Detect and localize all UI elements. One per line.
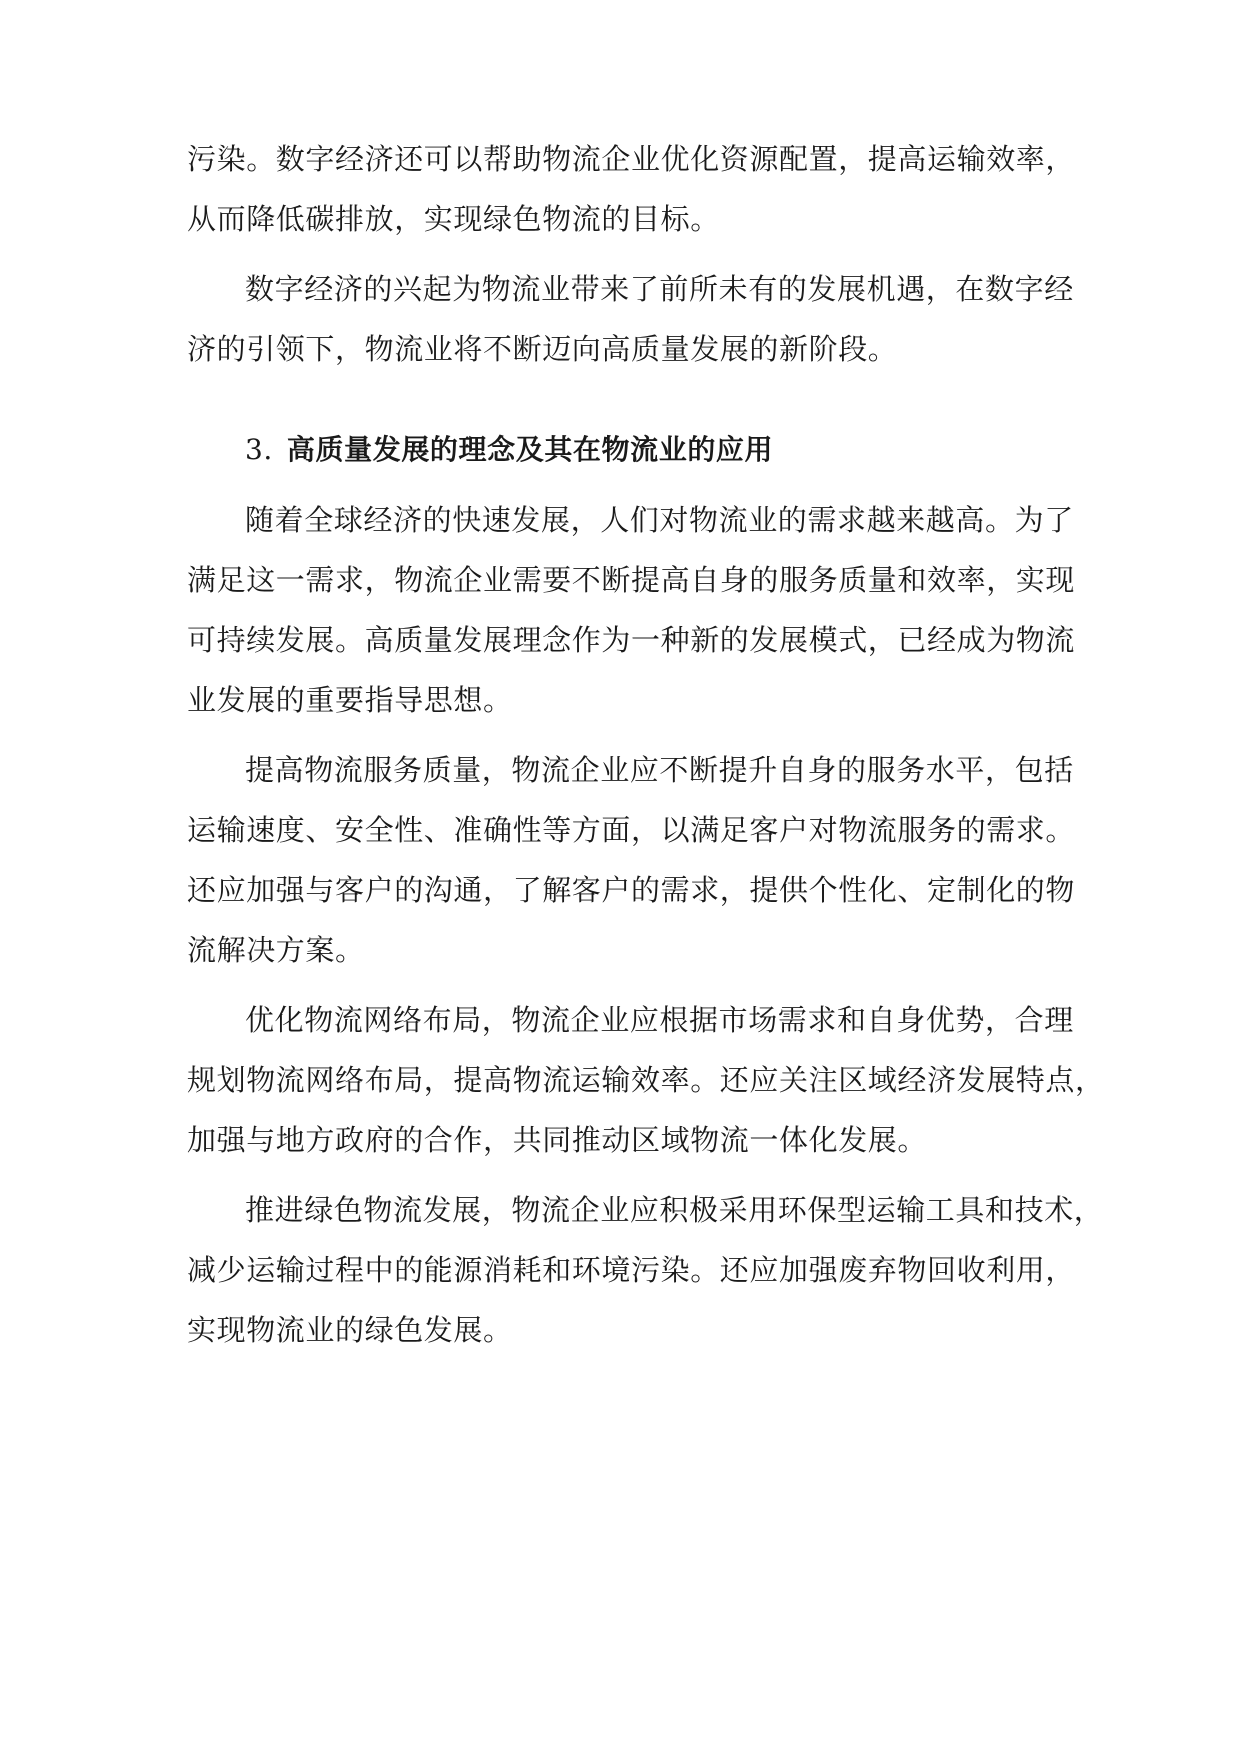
paragraph-3-line-2: 满足这一需求，物流企业需要不断提高自身的服务质量和效率，实现 (187, 563, 1076, 597)
paragraph-5-line-2: 规划物流网络布局，提高物流运输效率。还应关注区域经济发展特点， (187, 1063, 1105, 1097)
paragraph-2-line-2: 济的引领下，物流业将不断迈向高质量发展的新阶段。 (187, 332, 898, 366)
paragraph-4-line-3: 还应加强与客户的沟通，了解客户的需求，提供个性化、定制化的物 (187, 873, 1076, 907)
paragraph-4-line-4: 流解决方案。 (187, 933, 365, 967)
paragraph-3-line-4: 业发展的重要指导思想。 (187, 683, 513, 717)
paragraph-1-line-2: 从而降低碳排放，实现绿色物流的目标。 (187, 202, 720, 236)
paragraph-5-line-3: 加强与地方政府的合作，共同推动区域物流一体化发展。 (187, 1123, 928, 1157)
paragraph-3-line-3: 可持续发展。高质量发展理念作为一种新的发展模式，已经成为物流 (187, 623, 1076, 657)
paragraph-4-line-1: 提高物流服务质量，物流企业应不断提升自身的服务水平，包括 (245, 753, 1074, 787)
paragraph-6-line-3: 实现物流业的绿色发展。 (187, 1313, 513, 1347)
paragraph-1-line-1: 污染。数字经济还可以帮助物流企业优化资源配置，提高运输效率， (187, 142, 1076, 176)
paragraph-3-line-1: 随着全球经济的快速发展，人们对物流业的需求越来越高。为了 (245, 503, 1074, 537)
section-heading (245, 432, 773, 468)
paragraph-2-line-1: 数字经济的兴起为物流业带来了前所未有的发展机遇，在数字经 (245, 272, 1074, 306)
section-number: 3. (245, 433, 273, 466)
paragraph-6-line-1: 推进绿色物流发展，物流企业应积极采用环保型运输工具和技术， (245, 1193, 1104, 1227)
paragraph-6-line-2: 减少运输过程中的能源消耗和环境污染。还应加强废弃物回收利用， (187, 1253, 1076, 1287)
paragraph-4-line-2: 运输速度、安全性、准确性等方面，以满足客户对物流服务的需求。 (187, 813, 1076, 847)
section-title: 高质量发展的理念及其在物流业的应用 (286, 433, 774, 466)
paragraph-5-line-1: 优化物流网络布局，物流企业应根据市场需求和自身优势，合理 (245, 1003, 1074, 1037)
